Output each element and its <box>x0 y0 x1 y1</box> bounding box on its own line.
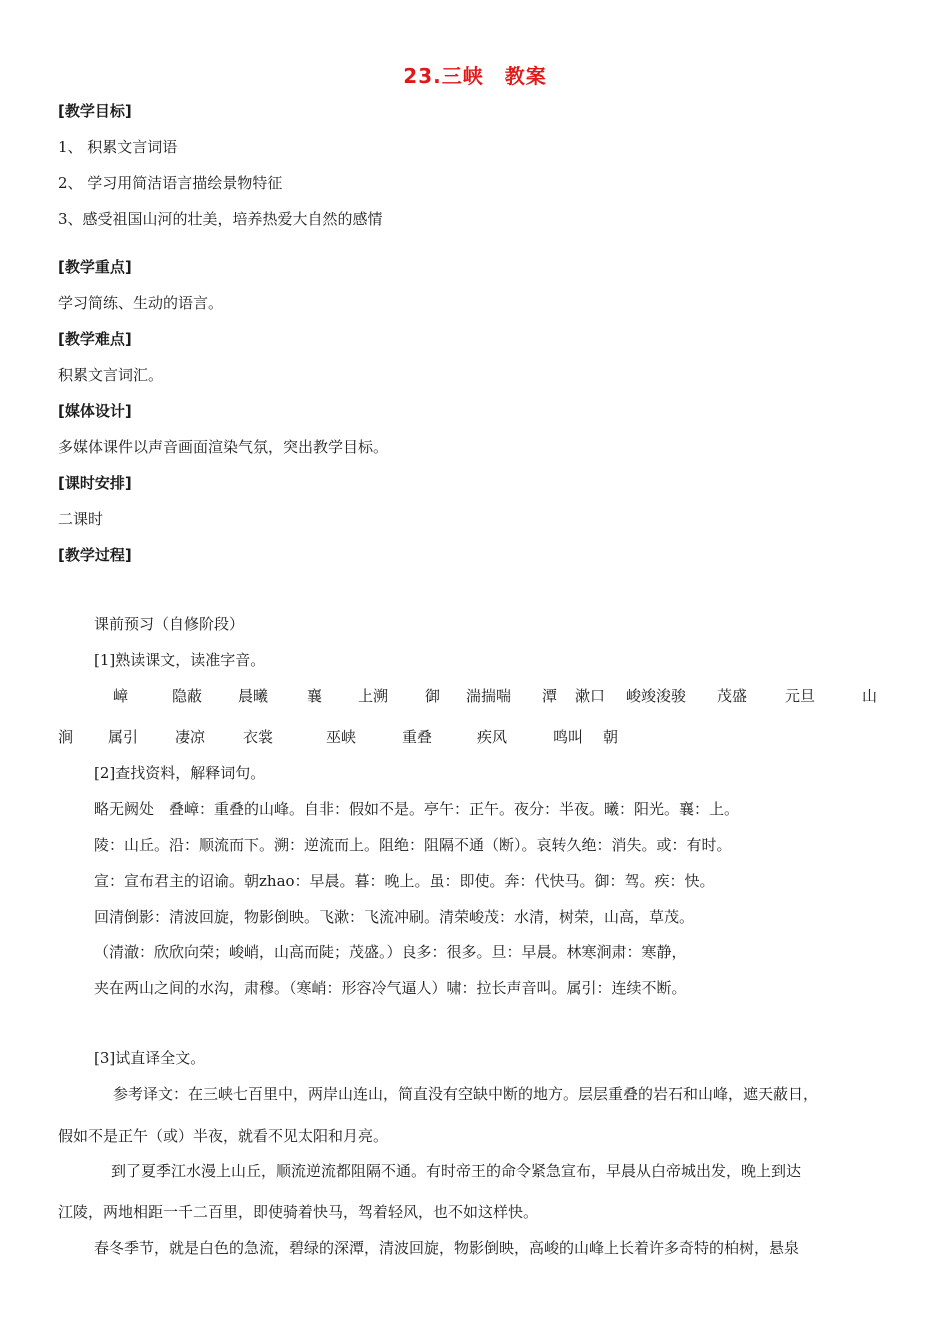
step3-text: [3]试直译全文。 <box>94 1049 206 1067</box>
vocab-word: 晨曦 <box>238 687 269 705</box>
step2-text: [2]查找资料，解释词句。 <box>94 764 266 782</box>
vocab-word: 重叠 <box>402 728 433 746</box>
vocab-word: 隐蔽 <box>172 687 203 705</box>
vocab-word: 朝 <box>603 728 619 746</box>
translation-line: 春冬季节，就是白色的急流，碧绿的深潭，清波回旋，物影倒映，高峻的山峰上长着许多奇特的柏树，悬泉 <box>94 1239 800 1257</box>
vocab-word: 潭 <box>542 687 558 705</box>
translation-line: 参考译文：在三峡七百里中，两岸山连山，简直没有空缺中断的地方。层层重叠的岩石和山峰，遮天蔽日， <box>113 1085 819 1103</box>
schedule-text: 二课时 <box>58 510 104 528</box>
glossary-line: 回清倒影：清波回旋，物影倒映。飞漱：飞流冲刷。清荣峻茂：水清，树荣，山高，草茂。 <box>94 908 695 926</box>
glossary-line: 略无阙处 叠嶂：重叠的山峰。自非：假如不是。亭午：正午。夜分：半夜。曦：阳光。襄：上。 <box>94 800 740 818</box>
vocab-word: 漱口 <box>575 687 606 705</box>
glossary-line: 夹在两山之间的水沟，肃穆。（寒峭：形容冷气逼人）啸：拉长声音叫。属引：连续不断。 <box>94 979 687 997</box>
preview-heading: 课前预习（自修阶段） <box>94 615 245 633</box>
translation-line: 江陵，两地相距一千二百里，即使骑着快马，驾着轻风，也不如这样快。 <box>58 1203 539 1221</box>
goal-item: 1、 积累文言词语 <box>58 138 178 156</box>
vocab-word: 峻竣浚骏 <box>626 687 687 705</box>
vocab-word: 属引 <box>108 728 139 746</box>
vocab-word: 巫峡 <box>326 728 357 746</box>
vocab-word: 襄 <box>307 687 323 705</box>
process-heading: [教学过程] <box>58 546 132 564</box>
goal-item: 2、 学习用简洁语言描绘景物特征 <box>58 174 283 192</box>
vocab-word: 御 <box>425 687 441 705</box>
vocab-word: 山 <box>862 687 878 705</box>
goal-item: 3、感受祖国山河的壮美，培养热爱大自然的感情 <box>58 210 383 228</box>
schedule-heading: [课时安排] <box>58 474 132 492</box>
difficulty-text: 积累文言词汇。 <box>58 366 164 384</box>
difficulty-heading: [教学难点] <box>58 330 132 348</box>
key-text: 学习简练、生动的语言。 <box>58 294 224 312</box>
vocab-word: 嶂 <box>113 687 129 705</box>
glossary-line: 宣：宣布君主的诏谕。朝zhao：早晨。暮：晚上。虽：即使。奔：代快马。御：驾。疾：快。 <box>94 872 715 890</box>
vocab-word: 茂盛 <box>717 687 748 705</box>
vocab-word: 鸣叫 <box>553 728 584 746</box>
goals-heading: [教学目标] <box>58 102 132 120</box>
vocab-word: 涧 <box>58 728 74 746</box>
translation-line: 到了夏季江水漫上山丘，顺流逆流都阻隔不通。有时帝王的命令紧急宣布，早晨从白帝城出发，晚上到达 <box>111 1162 802 1180</box>
translation-line: 假如不是正午（或）半夜，就看不见太阳和月亮。 <box>58 1127 389 1145</box>
media-text: 多媒体课件以声音画面渲染气氛，突出教学目标。 <box>58 438 389 456</box>
vocab-word: 衣裳 <box>243 728 274 746</box>
media-heading: [媒体设计] <box>58 402 132 420</box>
vocab-word: 凄凉 <box>175 728 206 746</box>
glossary-line: （清澈：欣欣向荣；峻峭，山高而陡；茂盛。）良多：很多。旦：早晨。林寒涧肃：寒静， <box>94 943 687 961</box>
glossary-line: 陵：山丘。沿：顺流而下。溯：逆流而上。阻绝：阻隔不通（断）。哀转久绝：消失。或：有时。 <box>94 836 732 854</box>
vocab-word: 湍揣喘 <box>466 687 512 705</box>
vocab-word: 疾风 <box>477 728 508 746</box>
vocab-word: 上溯 <box>358 687 389 705</box>
page-title: 23.三峡 教案 <box>403 64 547 88</box>
key-heading: [教学重点] <box>58 258 132 276</box>
step1-text: [1]熟读课文，读准字音。 <box>94 651 266 669</box>
vocab-word: 元旦 <box>785 687 816 705</box>
